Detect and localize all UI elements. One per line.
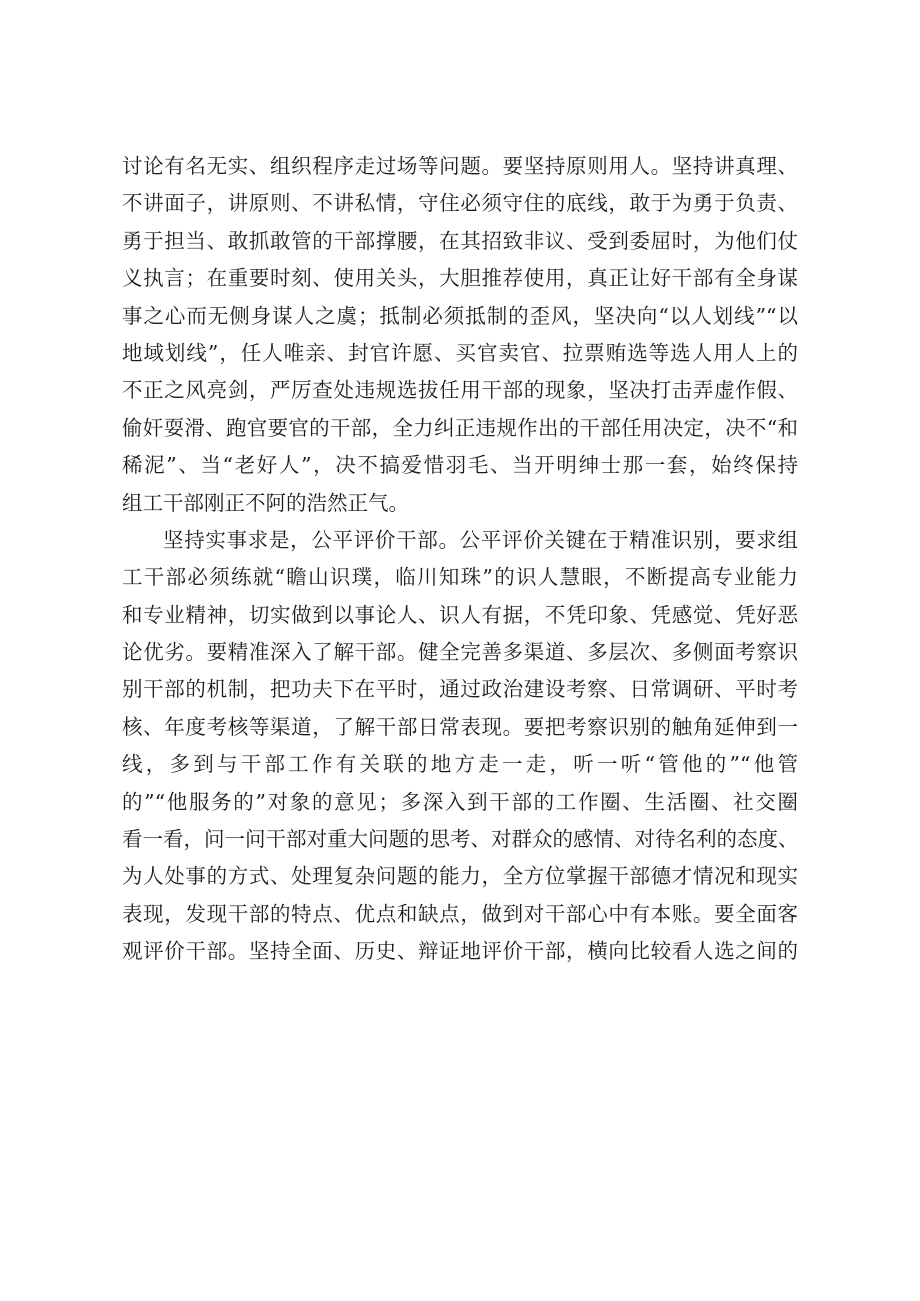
text-line: 工干部必须练就“瞻山识璞，临川知珠”的识人慧眼，不断提高专业能力 bbox=[122, 565, 798, 590]
text-line: 不讲面子，讲原则、不讲私情，守住必须守住的底线，敢于为勇于负责、 bbox=[122, 191, 798, 216]
text-line: 偷奸耍滑、跑官要官的干部，全力纠正违规作出的干部任用决定，决不“和 bbox=[122, 415, 798, 440]
text-line: 核、年度考核等渠道，了解干部日常表现。要把考察识别的触角延伸到一 bbox=[122, 714, 798, 739]
text-line: 组工干部刚正不阿的浩然正气。 bbox=[122, 490, 409, 515]
text-line: 表现，发现干部的特点、优点和缺点，做到对干部心中有本账。要全面客 bbox=[122, 901, 798, 926]
text-line: 别干部的机制，把功夫下在平时，通过政治建设考察、日常调研、平时考 bbox=[122, 677, 798, 702]
text-line: 义执言；在重要时刻、使用关头，大胆推荐使用，真正让好干部有全身谋 bbox=[122, 266, 798, 291]
document-body bbox=[122, 148, 798, 971]
text-line: 观评价干部。坚持全面、历史、辩证地评价干部，横向比较看人选之间的 bbox=[122, 939, 798, 964]
text-line: 地域划线”，任人唯亲、封官许愿、买官卖官、拉票贿选等选人用人上的 bbox=[122, 340, 798, 365]
text-line: 论优劣。要精准深入了解干部。健全完善多渠道、多层次、多侧面考察识 bbox=[122, 640, 798, 665]
text-line: 事之心而无侧身谋人之虞；抵制必须抵制的歪风，坚决向“以人划线”“以 bbox=[122, 303, 798, 328]
text-line: 的”“他服务的”对象的意见；多深入到干部的工作圈、生活圈、社交圈 bbox=[122, 789, 798, 814]
text-line: 看一看，问一问干部对重大问题的思考、对群众的感情、对待名利的态度、 bbox=[122, 827, 798, 852]
text-line: 线，多到与干部工作有关联的地方走一走，听一听“管他的”“他管 bbox=[122, 752, 798, 777]
text-line: 勇于担当、敢抓敢管的干部撑腰，在其招致非议、受到委屈时，为他们仗 bbox=[122, 228, 798, 253]
text-line: 不正之风亮剑，严厉查处违规选拔任用干部的现象，坚决打击弄虚作假、 bbox=[122, 378, 798, 403]
text-line: 坚持实事求是，公平评价干部。公平评价关键在于精准识别，要求组 bbox=[163, 527, 798, 552]
text-line: 和专业精神，切实做到以事论人、识人有据，不凭印象、凭感觉、凭好恶 bbox=[122, 602, 798, 627]
text-line: 稀泥”、当“老好人”，决不搞爱惜羽毛、当开明绅士那一套，始终保持 bbox=[122, 453, 798, 478]
text-line: 讨论有名无实、组织程序走过场等问题。要坚持原则用人。坚持讲真理、 bbox=[122, 154, 798, 178]
text-line: 为人处事的方式、处理复杂问题的能力，全方位掌握干部德才情况和现实 bbox=[122, 864, 798, 889]
